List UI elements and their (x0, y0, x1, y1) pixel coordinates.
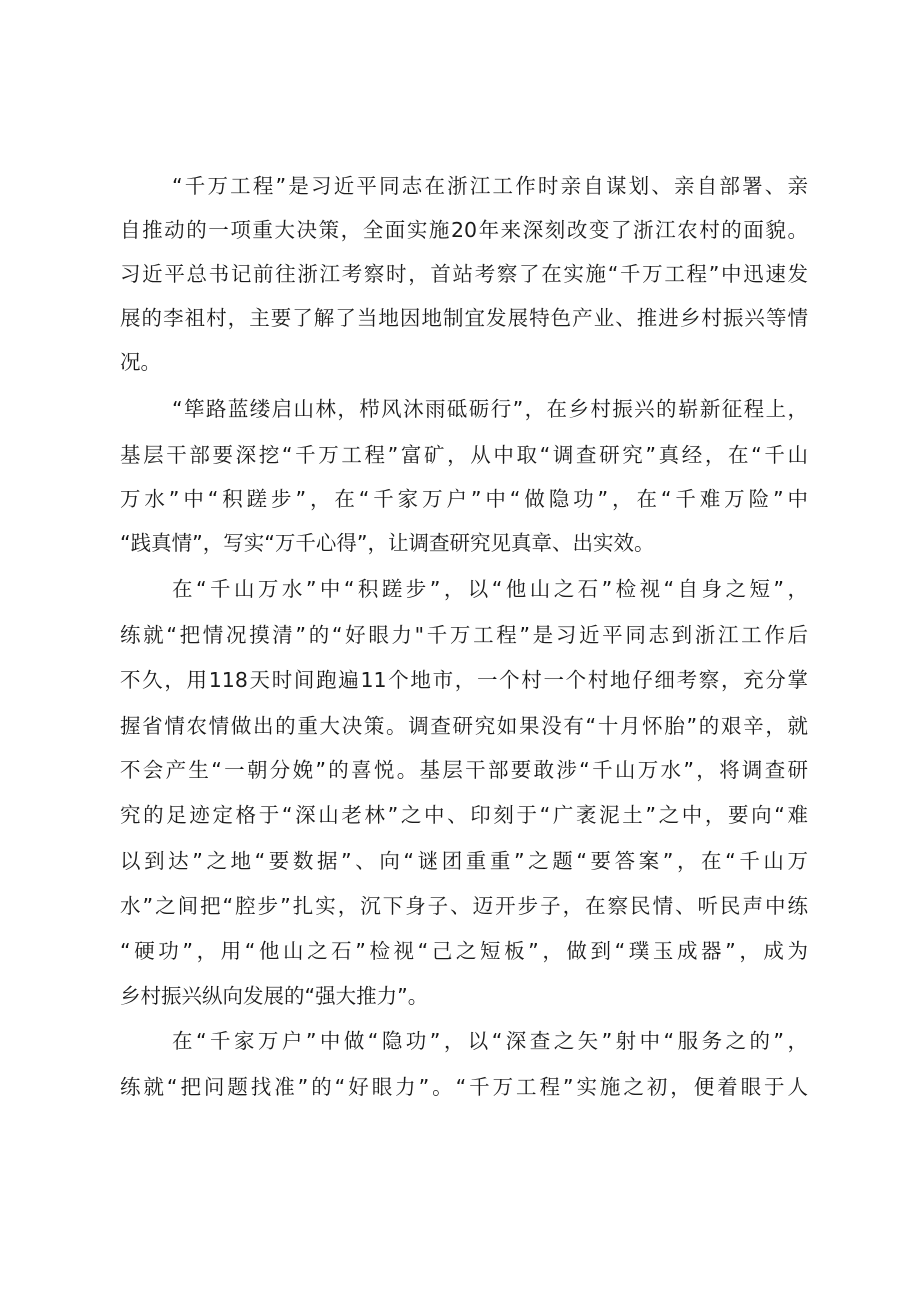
p1-line-4: 展的李祖村，主要了解了当地因地制宜发展特色产业、推进乡村振兴等情 (120, 306, 808, 330)
p4-line-2: 练就“把问题找准”的“好眼力”。“千万工程”实施之初，便着眼于人 (120, 1075, 808, 1099)
p3-line-7: 以到达”之地“要数据”、向“谜团重重”之题“要答案”，在“千山万 (120, 849, 808, 873)
p3-line-4: 握省情农情做出的重大决策。调查研究如果没有“十月怀胎”的艰辛，就 (120, 714, 808, 738)
p3-line-10: 乡村振兴纵向发展的“强大推力”。 (120, 984, 429, 1008)
p1-line-2: 自推动的一项重大决策，全面实施20年来深刻改变了浙江农村的面貌。 (120, 218, 808, 242)
p2-line-1: “筚路蓝缕启山林，栉风沐雨砥砺行”，在乡村振兴的崭新征程上， (172, 397, 808, 421)
p1-line-3: 习近平总书记前往浙江考察时，首站考察了在实施“千万工程”中迅速发 (120, 262, 808, 286)
p3-line-6: 究的足迹定格于“深山老林”之中、印刻于“广袤泥土”之中，要向“难 (120, 803, 808, 827)
p2-line-2: 基层干部要深挖“千万工程”富矿，从中取“调查研究”真经，在“千山 (120, 443, 808, 467)
p3-line-5: 不会产生“一朝分娩”的喜悦。基层干部要敢涉“千山万水”，将调查研 (120, 758, 808, 782)
p3-line-2: 练就“把情况摸清”的“好眼力"千万工程”是习近平同志到浙江工作后 (120, 623, 808, 647)
p3-line-8: 水”之间把“腔步”扎实，沉下身子、迈开步子，在察民情、听民声中练 (120, 894, 808, 918)
p2-line-3: 万水”中“积蹉步”，在“千家万户”中“做隐功”，在“千难万险”中 (120, 487, 808, 511)
p3-line-9: “硬功”，用“他山之石”检视“己之短板”，做到“璞玉成器”，成为 (120, 939, 808, 963)
p3-line-1: 在“千山万水”中“积蹉步”，以“他山之石”检视“自身之短”， (172, 577, 808, 601)
p4-line-1: 在“千家万户”中做“隐功”，以“深查之矢”射中“服务之的”， (172, 1029, 808, 1053)
p1-line-1: “千万工程”是习近平同志在浙江工作时亲自谋划、亲自部署、亲 (172, 174, 808, 198)
p2-line-4: “践真情”，写实“万千心得”，让调查研究见真章、出实效。 (120, 531, 655, 555)
p3-line-3: 不久，用118天时间跑遍11个地市，一个村一个村地仔细考察，充分掌 (120, 668, 808, 692)
p1-line-5: 况。 (120, 350, 161, 374)
